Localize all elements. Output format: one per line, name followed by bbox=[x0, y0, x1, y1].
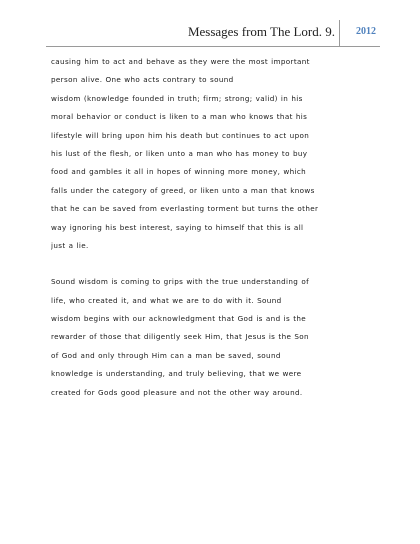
paragraph-1 bbox=[51, 53, 369, 255]
paragraph-spacer bbox=[51, 255, 369, 273]
text-line: Sound wisdom is coming to grips with the true understanding of bbox=[51, 277, 309, 287]
text-line: lifestyle will bring upon him his death but continues to act upon bbox=[51, 130, 310, 140]
text-line: person alive. One who acts contrary to sound bbox=[51, 75, 234, 85]
text-line: created for Gods good pleasure and not the other way around. bbox=[51, 387, 303, 397]
text-line: knowledge is understanding, and truly believing, that we were bbox=[51, 369, 302, 379]
text-line: way ignoring his best interest, saying to himself that this is all bbox=[51, 222, 304, 232]
text-line: just a lie. bbox=[51, 240, 89, 250]
paragraph-2 bbox=[51, 273, 369, 402]
text-line: moral behavior or conduct is liken to a man who knows that his bbox=[51, 112, 308, 122]
page-header bbox=[46, 18, 380, 46]
header-title: Messages from The Lord. 9. bbox=[187, 24, 335, 39]
document-body bbox=[51, 53, 369, 402]
header-year: 2012 bbox=[356, 26, 376, 37]
text-line: wisdom begins with our acknowledgment that God is and is the bbox=[51, 314, 307, 324]
text-line: his lust of the flesh, or liken unto a man who has money to buy bbox=[51, 148, 308, 158]
text-line: falls under the category of greed, or liken unto a man that knows bbox=[51, 185, 315, 195]
text-line: that he can be saved from everlasting torment but turns the other bbox=[51, 204, 319, 214]
header-rule bbox=[46, 46, 380, 47]
text-line: life, who created it, and what we are to do with it. Sound bbox=[51, 295, 282, 305]
text-line: causing him to act and behave as they were the most important bbox=[51, 57, 310, 66]
text-line: wisdom (knowledge founded in truth; firm; strong; valid) in his bbox=[51, 93, 303, 103]
text-line: of God and only through Him can a man be saved, sound bbox=[51, 350, 281, 360]
text-line: food and gambles it all in hopes of winning more money, which bbox=[51, 167, 307, 177]
header-divider bbox=[339, 20, 340, 46]
text-line: rewarder of those that diligently seek Him, that Jesus is the Son bbox=[51, 332, 309, 342]
